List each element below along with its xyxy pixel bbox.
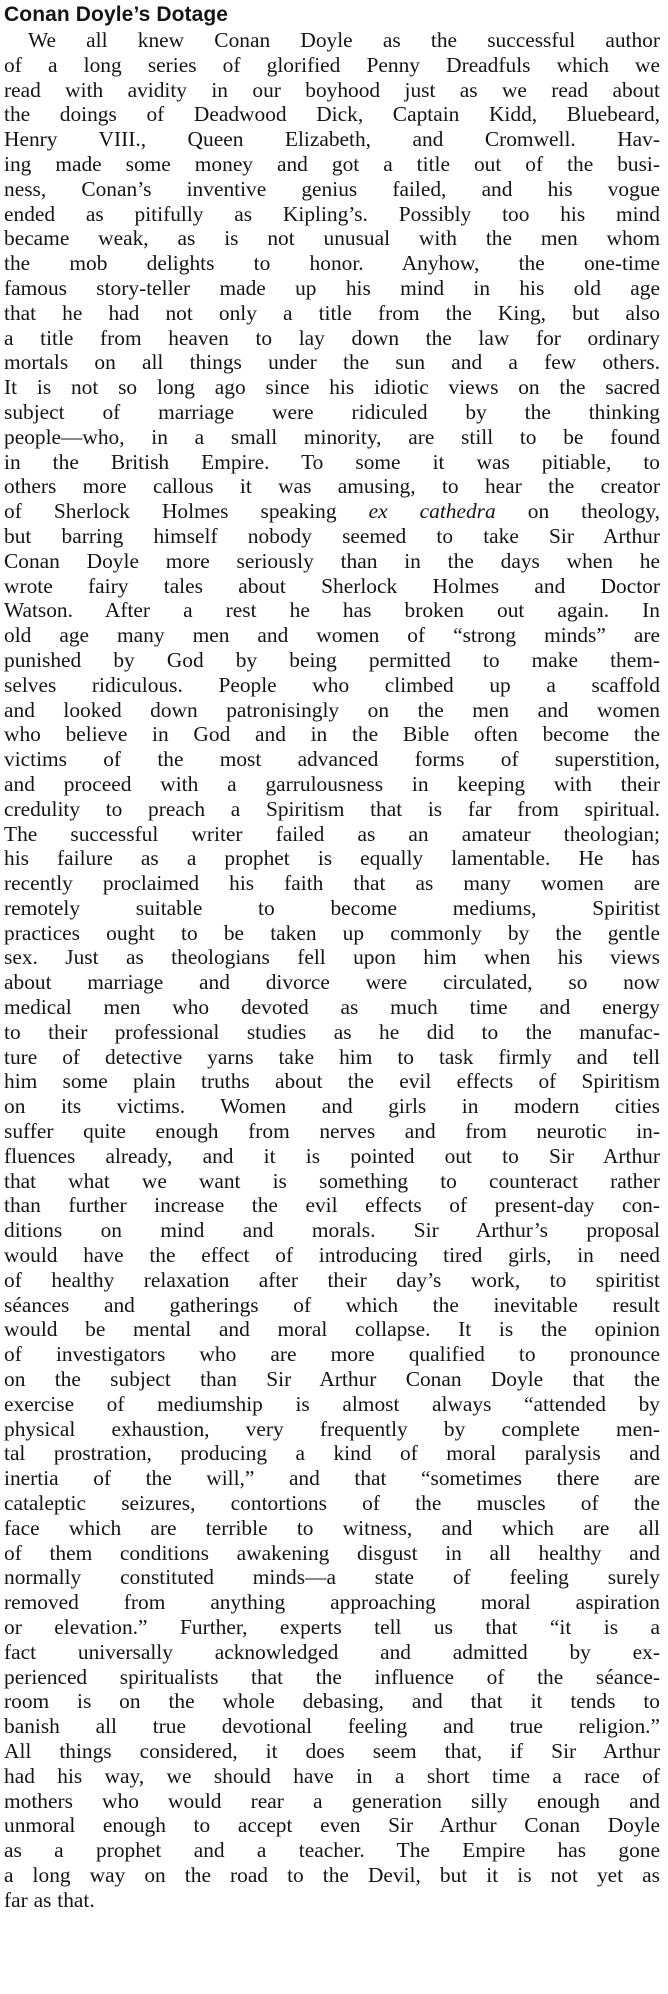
text-line: punished by God by being permitted to make them-: [4, 647, 660, 672]
text-line: famous story-teller made up his mind in his old age: [4, 275, 660, 300]
text-line: physical exhaustion, very frequently by complete men-: [4, 1416, 660, 1441]
text-line: ture of detective yarns take him to task firmly and tell: [4, 1044, 660, 1069]
text-line: would be mental and moral collapse. It is the opinion: [4, 1317, 660, 1342]
text-segment: of Sherlock Holmes speaking: [4, 499, 369, 524]
text-line: of them conditions awakening disgust in all healthy and: [4, 1540, 660, 1565]
text-line: All things considered, it does seem that, if Sir Arthur: [4, 1738, 660, 1763]
text-line-final: far as that.: [4, 1887, 95, 1912]
text-line: room is on the whole debasing, and that it tends to: [4, 1689, 660, 1714]
text-line: about marriage and divorce were circulated, so now: [4, 970, 660, 995]
text-line: It is not so long ago since his idiotic views on the sacred: [4, 375, 660, 400]
text-line: unmoral enough to accept even Sir Arthur Conan Doyle: [4, 1813, 660, 1838]
text-line: people—who, in a small minority, are still to be found: [4, 424, 660, 449]
text-line: banish all true devotional feeling and true religion.”: [4, 1714, 660, 1739]
text-line: of a long series of glorified Penny Dreadfuls which we: [4, 52, 660, 77]
text-segment: on theology,: [495, 499, 660, 524]
text-line: subject of marriage were ridiculed by the thinking: [4, 399, 660, 424]
text-line: that what we want is something to counteract rather: [4, 1168, 660, 1193]
text-line: in the British Empire. To some it was pitiable, to: [4, 449, 660, 474]
text-line: than further increase the evil effects of present-day con-: [4, 1193, 660, 1218]
text-line: inertia of the will,” and that “sometimes there are: [4, 1466, 660, 1491]
text-line: We all knew Conan Doyle as the successful author: [28, 28, 660, 52]
text-line: Conan Doyle more seriously than in the days when he: [4, 548, 660, 573]
text-line: of investigators who are more qualified to pronounce: [4, 1342, 660, 1367]
text-line: fact universally acknowledged and admitted by ex-: [4, 1639, 660, 1664]
text-line-italic: [4, 499, 660, 524]
article-title: Conan Doyle’s Dotage: [4, 3, 229, 26]
text-line: on its victims. Women and girls in modern cities: [4, 1094, 660, 1119]
text-line: sex. Just as theologians fell upon him when his views: [4, 945, 660, 970]
text-line: selves ridiculous. People who climbed up a scaffold: [4, 672, 660, 697]
text-line: ditions on mind and morals. Sir Arthur’s proposal: [4, 1218, 660, 1243]
text-line: perienced spiritualists that the influence of the séance-: [4, 1664, 660, 1689]
text-line: credulity to preach a Spiritism that is far from spiritual.: [4, 796, 660, 821]
text-line: and looked down patronisingly on the men and women: [4, 697, 660, 722]
text-line: and proceed with a garrulousness in keeping with their: [4, 771, 660, 796]
text-line: ing made some money and got a title out of the busi-: [4, 151, 660, 176]
text-line: Henry VIII., Queen Elizabeth, and Cromwell. Hav-: [4, 127, 660, 152]
text-line: others more callous it was amusing, to hear the creator: [4, 474, 660, 499]
text-line: that he had not only a title from the King, but also: [4, 300, 660, 325]
text-line: removed from anything approaching moral aspiration: [4, 1590, 660, 1615]
text-line: a title from heaven to lay down the law for ordinary: [4, 325, 660, 350]
text-line: ness, Conan’s inventive genius failed, and his vogue: [4, 176, 660, 201]
text-line: or elevation.” Further, experts tell us that “it is a: [4, 1615, 660, 1639]
text-line: Watson. After a rest he has broken out again. In: [4, 598, 660, 623]
text-line: victims of the most advanced forms of superstition,: [4, 747, 660, 772]
italic-phrase: ex cathedra: [368, 499, 496, 524]
text-line: a long way on the road to the Devil, but it is not yet as: [4, 1862, 660, 1887]
text-line: old age many men and women of “strong minds” are: [4, 623, 660, 648]
text-line: normally constituted minds—a state of feeling surely: [4, 1565, 660, 1590]
text-line: ended as pitifully as Kipling’s. Possibly too his mind: [4, 201, 660, 226]
text-line: of healthy relaxation after their day’s work, to spiritist: [4, 1267, 660, 1292]
text-line: on the subject than Sir Arthur Conan Doyle that the: [4, 1367, 660, 1392]
text-line: The successful writer failed as an amateur theologian;: [4, 821, 660, 846]
text-line: mortals on all things under the sun and a few others.: [4, 350, 660, 375]
text-line: mothers who would rear a generation silly enough and: [4, 1788, 660, 1813]
text-line: the doings of Deadwood Dick, Captain Kidd, Bluebeard,: [4, 102, 660, 127]
text-line: his failure as a prophet is equally lamentable. He has: [4, 846, 660, 871]
text-line: who believe in God and in the Bible often become the: [4, 722, 660, 747]
text-line: but barring himself nobody seemed to take Sir Arthur: [4, 523, 660, 548]
text-line: recently proclaimed his faith that as many women are: [4, 871, 660, 896]
text-line: as a prophet and a teacher. The Empire has gone: [4, 1838, 660, 1863]
text-line: wrote fairy tales about Sherlock Holmes and Doctor: [4, 573, 660, 598]
text-line: cataleptic seizures, contortions of the muscles of the: [4, 1491, 660, 1516]
text-line: suffer quite enough from nerves and from neurotic in-: [4, 1119, 660, 1144]
text-line: remotely suitable to become mediums, Spiritist: [4, 895, 660, 920]
text-line: face which are terrible to witness, and which are all: [4, 1515, 660, 1540]
article-body: [4, 28, 660, 1913]
text-line: would have the effect of introducing tired girls, in need: [4, 1243, 660, 1268]
text-line: had his way, we should have in a short time a race of: [4, 1763, 660, 1788]
text-line: him some plain truths about the evil effects of Spiritism: [4, 1069, 660, 1094]
text-line: tal prostration, producing a kind of moral paralysis and: [4, 1441, 660, 1466]
text-line: became weak, as is not unusual with the men whom: [4, 226, 660, 251]
text-line: the mob delights to honor. Anyhow, the one-time: [4, 251, 660, 276]
text-line: read with avidity in our boyhood just as we read about: [4, 77, 660, 102]
text-line: exercise of mediumship is almost always “attended by: [4, 1391, 660, 1416]
text-line: practices ought to be taken up commonly by the gentle: [4, 920, 660, 945]
text-line: fluences already, and it is pointed out to Sir Arthur: [4, 1143, 660, 1168]
text-line: medical men who devoted as much time and energy: [4, 995, 660, 1020]
text-line: séances and gatherings of which the inevitable result: [4, 1292, 660, 1317]
text-line: to their professional studies as he did to the manufac-: [4, 1019, 660, 1044]
